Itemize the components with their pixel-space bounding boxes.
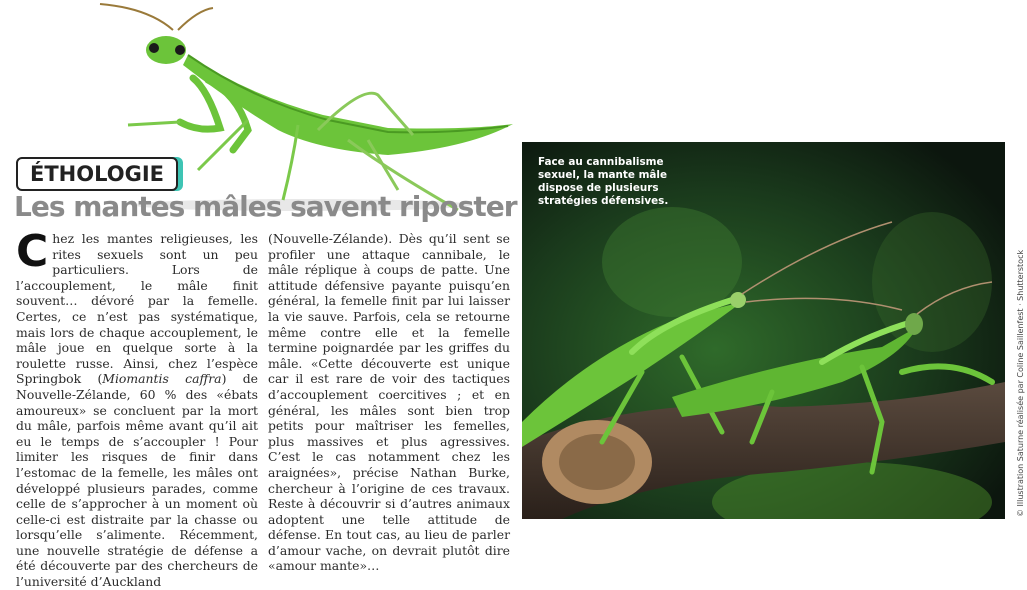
article-headline: Les mantes mâles savent riposter [14,190,517,223]
photo-credit: © Illustration Saturne réalisée par Coline Saillenfest · Shutterstock [1016,249,1025,517]
left-text-part1: hez les mantes religieuses, les rites sexuels sont un peu particuliers. Lors de l’accouplement, le mâle finit souvent… dévoré par la femelle. Certes, ce n’est pas systématique, mais lors de chaque accouplement, le mâle joue en quelque sorte à la roulette russe. Ainsi, chez l’espèce Springbok ( [16,231,258,387]
photo-caption: Face au cannibalisme sexuel, la mante mâle dispose de plusieurs stratégies défensives. [538,156,669,207]
section-rubric: ÉTHOLOGIE [16,157,178,191]
article-column-right: (Nouvelle-Zélande). Dès qu’il sent se profiler une attaque cannibale, le mâle réplique à coups de patte. Une attitude défensive payante puisqu’en général, la femelle finit par lui laisser la vie sauve. Parfois, cela se retourne même contre elle et la femelle termine poignardée par les griffes du mâle. «Cette découverte est unique car il est rare de voir des tactiques d’accouplement coercitives ; et en général, les mâles sont bien trop petits pour maîtriser les femelles, plus massives et plus agressives. C’est le cas notamment chez les araignées», précise Nathan Burke, chercheur à l’origine de ces travaux. Reste à découvrir si d’autres animaux adoptent une telle attitude de défense. En tout cas, au lieu de parler d’amour vache, on devrait plutôt dire «amour mante»… [268,231,510,574]
drop-cap: C [16,226,49,277]
left-text-part2: ) de Nouvelle-Zélande, 60 % des «ébats amoureux» se concluent par la mort du mâle, parfois même avant qu’il ait eu le temps de s’accoupler ! Pour limiter les risques de finir dans l’estomac de la femelle, les mâles ont développé plusieurs parades, comme celle de s’approcher à un moment où celle-ci est distraite par la chasse ou lorsqu’elle s’alimente. Récemment, une nouvelle stratégie de défense a été découverte par des chercheurs de l’université d’Auckland [16,371,258,590]
species-name: Miomantis caffra [102,371,222,387]
article-column-left [16,226,258,590]
